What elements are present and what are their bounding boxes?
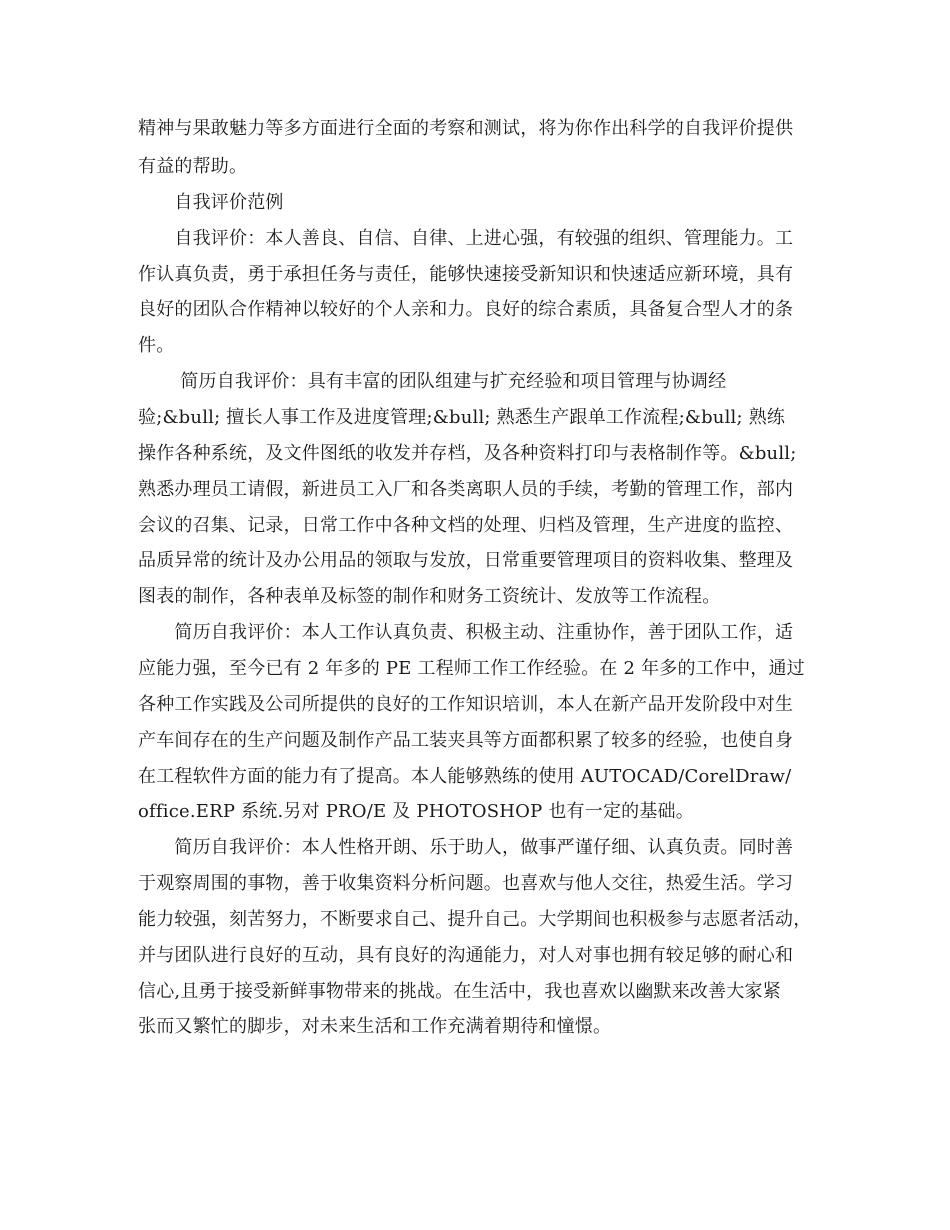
text-line: 会议的召集、记录，日常工作中各种文档的处理、归档及管理，生产进度的监控、: [138, 515, 794, 536]
text-line: 简历自我评价：具有丰富的团队组建与扩充经验和项目管理与协调经: [138, 371, 727, 392]
text-line: 作认真负责，勇于承担任务与责任，能够快速接受新知识和快速适应新环境，具有: [138, 264, 794, 285]
text-line: 简历自我评价：本人性格开朗、乐于助人，做事严谨仔细、认真负责。同时善: [138, 837, 794, 858]
text-line: 精神与果敢魅力等多方面进行全面的考察和测试，将为你作出科学的自我评价提供: [138, 118, 794, 139]
text-line: 验;&bull; 擅长人事工作及进度管理;&bull; 熟悉生产跟单工作流程;&bull; 熟练: [138, 407, 786, 428]
text-line: 自我评价：本人善良、自信、自律、上进心强，有较强的组织、管理能力。工: [138, 228, 794, 249]
text-line: 图表的制作，各种表单及标签的制作和财务工资统计、发放等工作流程。: [138, 586, 721, 607]
text-line: 能力较强，刻苦努力，不断要求自己、提升自己。大学期间也积极参与志愿者活动，: [138, 909, 812, 930]
text-line: 应能力强，至今已有 2 年多的 PE 工程师工作工作经验。在 2 年多的工作中，通过: [138, 658, 805, 679]
text-line: 并与团队进行良好的互动，具有良好的沟通能力，对人对事也拥有较足够的耐心和: [138, 945, 794, 966]
text-line: office.ERP 系统.另对 PRO/E 及 PHOTOSHOP 也有一定的基础。: [138, 801, 694, 822]
text-line: 良好的团队合作精神以较好的个人亲和力。良好的综合素质，具备复合型人才的条: [138, 299, 794, 320]
text-line: 熟悉办理员工请假，新进员工入厂和各类离职人员的手续，考勤的管理工作，部内: [138, 479, 794, 500]
text-line: 于观察周围的事物，善于收集资料分析问题。也喜欢与他人交往，热爱生活。学习: [138, 873, 794, 894]
text-line: 操作各种系统，及文件图纸的收发并存档，及各种资料打印与表格制作等。&bull;: [138, 443, 797, 464]
text-line: 产车间存在的生产问题及制作产品工装夹具等方面都积累了较多的经验，也使自身: [138, 730, 794, 751]
text-line: 在工程软件方面的能力有了提高。本人能够熟练的使用 AUTOCAD/CorelDraw/: [138, 766, 792, 787]
text-line: 张而又繁忙的脚步，对未来生活和工作充满着期待和憧憬。: [138, 1016, 612, 1037]
text-line: 有益的帮助。: [138, 156, 248, 177]
text-line: 品质异常的统计及办公用品的领取与发放，日常重要管理项目的资料收集、整理及: [138, 550, 794, 571]
text-line: 信心,且勇于接受新鲜事物带来的挑战。在生活中，我也喜欢以幽默来改善大家紧: [138, 981, 781, 1002]
text-line: 简历自我评价：本人工作认真负责、积极主动、注重协作，善于团队工作，适: [138, 622, 794, 643]
section-heading: 自我评价范例: [138, 192, 284, 213]
text-line: 件。: [138, 335, 175, 356]
text-line: 各种工作实践及公司所提供的良好的工作知识培训，本人在新产品开发阶段中对生: [138, 694, 794, 715]
